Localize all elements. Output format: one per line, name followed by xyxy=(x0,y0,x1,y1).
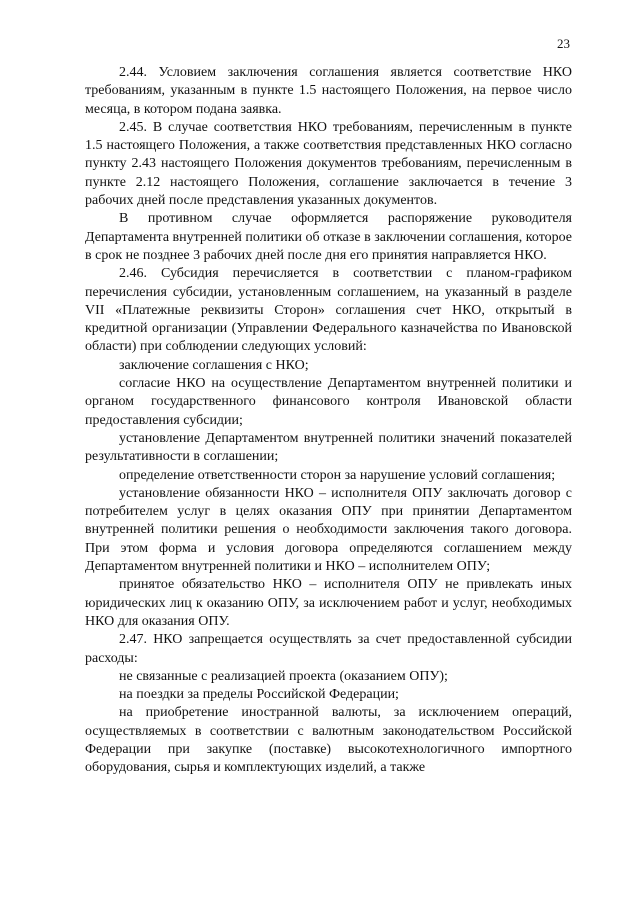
paragraph-2-46: 2.46. Субсидия перечисляется в соответствии с планом-графиком перечисления субсидии, установленным соглашением, на указанный в разделе VII «Платежные реквизиты Сторон» соглашения счет НКО, открытый в кредитной организации (Управлении Федерального казначейства по Ивановской области) при соблюдении следующих условий: xyxy=(85,266,572,355)
prohibited-expense-item: на поездки за пределы Российской Федерации; xyxy=(119,687,399,703)
paragraph-2-47: 2.47. НКО запрещается осуществлять за счет предоставленной субсидии расходы: xyxy=(85,632,572,666)
condition-item: заключение соглашения с НКО; xyxy=(119,357,309,373)
page-number: 23 xyxy=(557,36,570,51)
condition-item: принятое обязательство НКО – исполнителя ОПУ не привлекать иных юридических лиц к оказанию ОПУ, за исключением работ и услуг, необходимых НКО для оказания ОПУ. xyxy=(85,577,572,629)
condition-item: установление обязанности НКО – исполнителя ОПУ заключать договор с потребителем услуг в целях оказания ОПУ при принятии Департаментом внутренней политики решения о необходимости заключения такого договора. При этом форма и условия договора определяются соглашением между Департаментом внутренней политики и НКО – исполнителем ОПУ; xyxy=(85,485,572,575)
paragraph-refusal: В противном случае оформляется распоряжение руководителя Департамента внутренней политики об отказе в заключении соглашения, которое в срок не позднее 3 рабочих дней после дня его принятия направляется НКО. xyxy=(85,211,573,263)
prohibited-expense-item: не связанные с реализацией проекта (оказанием ОПУ); xyxy=(119,668,448,684)
condition-item: определение ответственности сторон за нарушение условий соглашения; xyxy=(119,467,556,483)
paragraph-2-45: 2.45. В случае соответствия НКО требованиям, перечисленным в пункте 1.5 настоящего Положения, а также соответствия представленных НКО согласно пункту 2.43 настоящего Положения документов требованиям, перечисленным в пункте 2.12 настоящего Положения, соглашение заключается в течение 3 рабочих дней после представления указанных документов. xyxy=(85,119,572,209)
condition-item: установление Департаментом внутренней политики значений показателей результативности в соглашении; xyxy=(85,430,572,465)
paragraph-2-44: 2.44. Условием заключения соглашения является соответствие НКО требованиям, указанным в пункте 1.5 настоящего Положения, на первое число месяца, в котором подана заявка. xyxy=(85,65,572,117)
prohibited-expense-item: на приобретение иностранной валюты, за исключением операций, осуществляемых в соответствии с валютным законодательством Российской Федерации при закупке (поставке) высокотехнологичного импортного оборудования, сырья и комплектующих изделий, а также xyxy=(85,705,572,776)
condition-item: согласие НКО на осуществление Департаментом внутренней политики и органом государственного финансового контроля Ивановской области предоставления субсидии; xyxy=(85,376,572,428)
document-body xyxy=(85,64,572,778)
